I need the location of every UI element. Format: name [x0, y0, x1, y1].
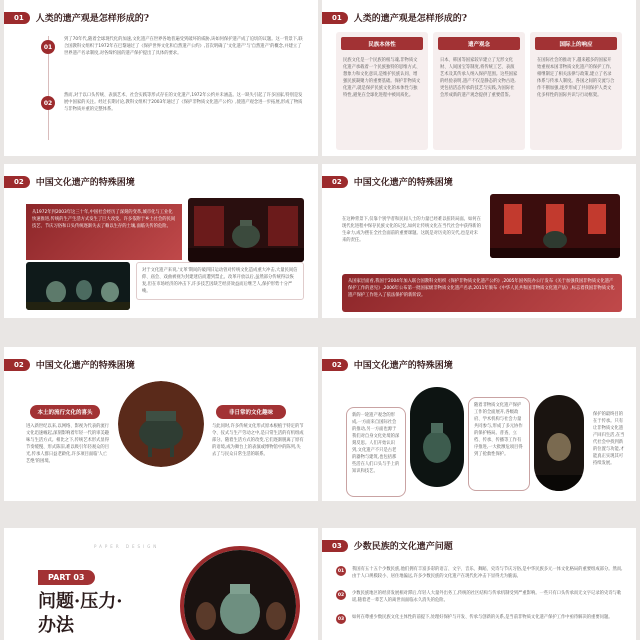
display-case-photo: [534, 395, 584, 491]
list-item: [336, 566, 626, 580]
section-tag: 02: [322, 359, 348, 371]
design-label: PAPER DESIGN: [94, 544, 160, 549]
artifact-circle-photo: [180, 546, 300, 640]
slide-title: 少数民族的文化遗产问题: [353, 542, 453, 552]
card-text: 民族文化是一个民族的根与魂,非物质文化遗产承载着一个民族独特的思维方式、想象力和文化意识,是维护民族认同、增强民族凝聚力的重要基础。保护非物质文化遗产,就是保护民族文化的本体性与独特性,避免在全球化进程中被同质化。: [343, 58, 421, 98]
item-number: 03: [336, 614, 346, 624]
highlight-text-box: 从1972年到2003年这三十年,中国社会经历了深刻的变革,城市化与工业化快速推进,传统的生产生活方式发生了巨大改变。许多依附于乡土社会的民间技艺、节庆习俗和口头传统逐渐失去了赖以生存的土壤,面临失传的危险。: [26, 204, 182, 260]
left-heading-ribbon: 本土的流行文化的喜头: [30, 405, 100, 419]
slide-8[interactable]: [322, 528, 636, 640]
card-text: 在国际社会的推动下,越来越多的国家开始重视本国非物质文化遗产的保护工作,相继制定了相关法律与政策,建立了名录体系与传承人制度。各国之间的交流与合作不断加强,逐步形成了共同保护人类文化多样性的国际共识与行动框架。: [537, 58, 615, 98]
body-text: 对于文化遗产来说,'文革'期间的破四旧运动曾对传统文化造成重大冲击,大量民间信仰、庙会、戏曲被视为封建迷信而遭到禁止。改革开放以后,虽然部分传统得以恢复,但在市场经济的冲击下,许多技艺因缺乏经济效益而后继乏人,保护形势十分严峻。: [136, 262, 304, 300]
item-number: 02: [41, 96, 55, 110]
slide-header: [322, 538, 453, 553]
item-text: 少数民族地区的经济发展相对滞后,年轻人大量外出务工,传统的社区结构与传承机制受到严重影响。一些只有口头传承而无文字记录的史诗与歌谣,随着老一辈艺人的离世而面临永久消失的危险。: [352, 591, 622, 603]
slide-title: 人类的遗产观是怎样形成的?: [35, 14, 150, 24]
text-card: 保护的最终目的在于传承。只有让非物质文化遗产回归生活,在当代社会中找到新的位置与功能,才能真正实现其可持续发展。: [588, 407, 630, 491]
item-text: 到了70年代,随着全球现代化的加速,文化遗产在世界各地普遍受到破坏的威胁,该如何保护遗产成了迫切的议题。这一背景下,联合国教科文组织于1972年在巴黎通过了《保护世界文化和自然遗产公约》,首次明确了'文化遗产'与'自然遗产'的概念,并建立了世界遗产名录制度,对各缔约国的遗产保护提出了具体的要求。: [64, 37, 303, 56]
card-heading: 遗产观念: [438, 37, 520, 50]
slide-header: [4, 10, 149, 25]
item-number: 01: [336, 566, 346, 576]
left-body-text: 进入新世纪以来,以网络、影视为代表的流行文化迅速崛起,深刻影响着年轻一代的审美趣味与生活方式。相比之下,传统艺术形式显得节奏缓慢、形式陈旧,难以吸引年轻观众的目光,传承人群日益老龄化,许多项目面临'人亡艺绝'的困境。: [26, 424, 110, 464]
item-number: 02: [336, 590, 346, 600]
slide-3[interactable]: [4, 164, 318, 318]
section-tag: 01: [4, 12, 30, 24]
info-card: [336, 32, 428, 150]
section-tag: 02: [4, 176, 30, 188]
card-text: 日本、韩国等国家较早建立了无形文化财、人间国宝等制度,将传统工艺、表演艺术及其传承人纳入保护范围。这些国家的经验表明,遗产不仅是静态的文物古迹,更包括活态传承的技艺与实践,为国际社会形成新的遗产观念提供了重要借鉴。: [440, 58, 518, 98]
card-heading: 国际上的响应: [535, 37, 617, 50]
right-body-text: 与此同时,许多传统文化形式原本根植于特定的节令、仪式与生产劳动之中,是日常生活的有机组成部分。随着生活方式的改变,它们逐渐脱离了原有的语境,成为舞台上的表演或博物馆中的陈列,失去了与民众日常生活的联系。: [212, 424, 304, 457]
bronze-ding-photo: [118, 381, 204, 467]
slide-2[interactable]: [322, 0, 636, 156]
artifact-photo: [410, 387, 464, 487]
section-title-line1: 问题·压力·: [38, 591, 123, 612]
section-title-line2: 办法: [38, 615, 74, 636]
slide-title: 中国文化遗产的特殊困境: [35, 361, 135, 371]
section-tag: 01: [322, 12, 348, 24]
body-text: 在这种背景下,仅靠个别学者和民间人士的力量已经难以扭转局面。如何在现代化进程中保存民族文化的记忆,如何让传统文化在当代社会中获得新的生命力,成为摆在全社会面前的重要课题。这既是对历史的交代,也是对未来的责任。: [342, 217, 481, 243]
text-card: 新的一轮遗产观念的形成,一方面来自国际社会的推动,另一方面也源于我们对自身文化处境的深刻反思。人们开始认识到,文化遗产不只是古老的器物与建筑,也包括那些活在人们口头与手上的知识和技艺。: [346, 407, 406, 497]
item-number: 01: [41, 40, 55, 54]
right-heading-ribbon: 非日常的文化趣味: [216, 405, 286, 419]
slide-5[interactable]: [4, 347, 318, 501]
exhibition-photo: [490, 194, 620, 258]
highlight-text-box: 从国家层面看,我国于2004年加入联合国教科文组织《保护非物质文化遗产公约》,2005年国务院办公厅发布《关于加强我国非物质文化遗产保护工作的意见》,2006年公布第一批国家级非物质文化遗产名录,2011年颁布《中华人民共和国非物质文化遗产法》,标志着我国非物质文化遗产保护工作进入了依法保护的新阶段。: [342, 274, 622, 312]
slide-7-section-cover[interactable]: [4, 528, 318, 640]
slide-title: 人类的遗产观是怎样形成的?: [353, 14, 468, 24]
slide-header: [4, 174, 135, 189]
info-card: [530, 32, 622, 150]
card-heading: 民族本体性: [341, 37, 423, 50]
slide-header: [4, 357, 135, 372]
list-item: [336, 590, 626, 604]
slide-1[interactable]: [4, 0, 318, 156]
item-text: 如何在尊重少数民族文化主体性的前提下,处理好保护与开发、传承与创新的关系,是当前非物质文化遗产保护工作中亟待解决的重要问题。: [352, 615, 613, 620]
slide-6[interactable]: [322, 347, 636, 501]
slide-title: 中国文化遗产的特殊困境: [353, 178, 453, 188]
section-title: [38, 590, 123, 638]
slide-4[interactable]: [322, 164, 636, 318]
slide-header: [322, 10, 467, 25]
slide-header: [322, 357, 453, 372]
item-text: 然而,对于以口头传统、表演艺术、社会实践等形式存在的文化遗产,1972年公约并未涵盖。这一缺失引起了许多国家,特别是发展中国家的关注。经过长期讨论,教科文组织于2003年通过了《保护非物质文化遗产公约》,使遗产观念进一步拓展,形成了物质与非物质并重的完整体系。: [64, 93, 303, 112]
section-tag: 02: [322, 176, 348, 188]
slide-header: [322, 174, 453, 189]
slide-title: 中国文化遗产的特殊困境: [35, 178, 135, 188]
part-label: PART 03: [38, 570, 95, 585]
bronze-vessel-photo: [188, 198, 304, 262]
info-card: [433, 32, 525, 150]
museum-photo: [26, 262, 130, 310]
section-tag: 02: [4, 359, 30, 371]
section-tag: 03: [322, 540, 348, 552]
item-text: 我国有五十五个少数民族,他们拥有丰富多彩的语言、文字、音乐、舞蹈、史诗与节庆习俗,是中华民族多元一体文化格局的重要组成部分。然而,由于人口规模较小、居住地偏远,许多少数民族的文化遗产在现代化冲击下显得尤为脆弱。: [352, 567, 623, 579]
list-item: [336, 614, 626, 624]
slide-title: 中国文化遗产的特殊困境: [353, 361, 453, 371]
text-card: 随着非物质文化遗产保护工作的全面展开,各级政府、学术机构与社会力量共同参与,形成了多元协作的保护格局。普查、立档、传承、传播等工作有序推进,一大批濒危项目得到了抢救性保护。: [468, 397, 530, 491]
